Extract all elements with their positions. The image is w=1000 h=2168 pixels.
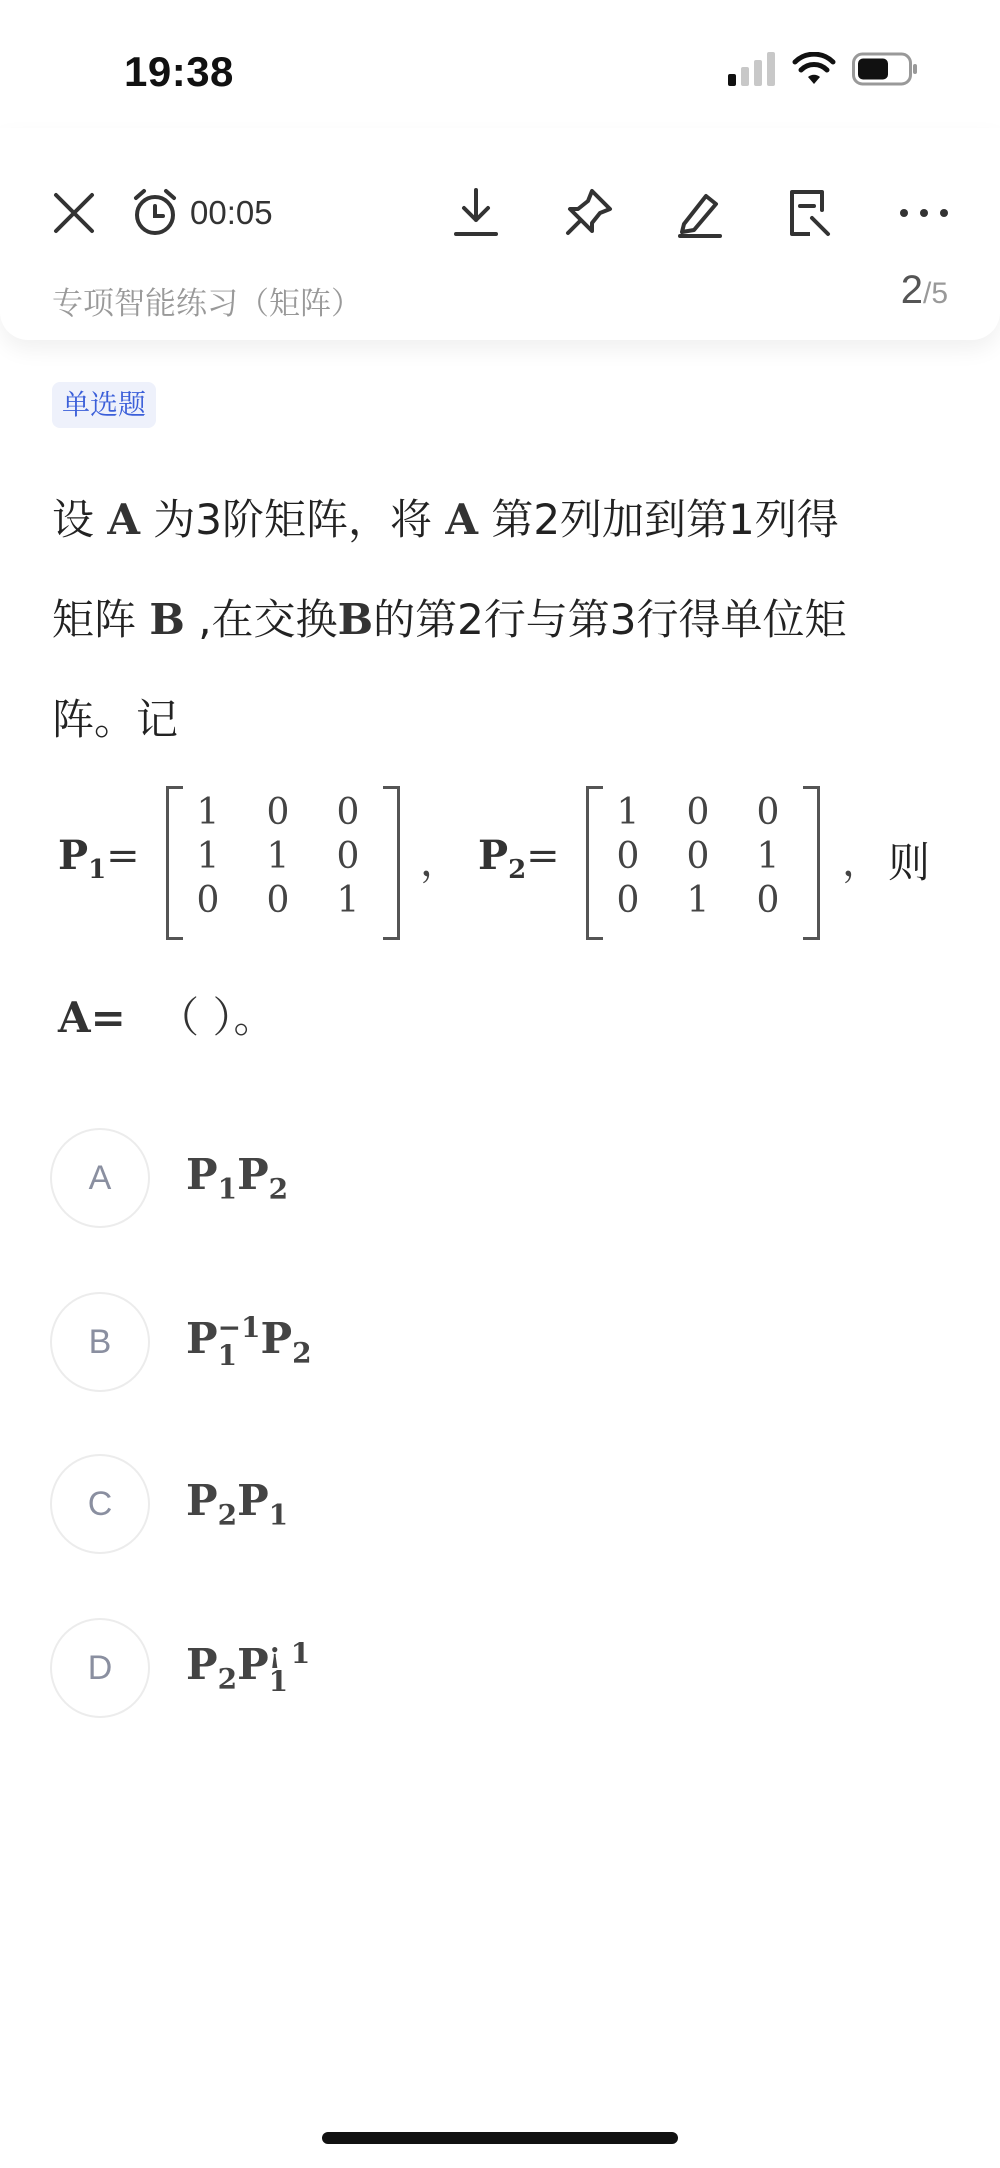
edit-button[interactable] bbox=[676, 186, 724, 240]
download-icon bbox=[452, 188, 500, 238]
notes-button[interactable] bbox=[786, 186, 832, 240]
timer[interactable] bbox=[130, 186, 273, 240]
matrix-p1: 1 0 0 1 1 0 0 0 1 bbox=[166, 786, 400, 936]
close-icon bbox=[52, 191, 96, 235]
separator-comma: ， bbox=[842, 839, 882, 885]
progress-total: 5 bbox=[931, 277, 948, 310]
symbol-b: B bbox=[149, 595, 185, 644]
symbol-b: B bbox=[337, 595, 374, 644]
option-c[interactable] bbox=[50, 1452, 950, 1556]
answer-line bbox=[58, 985, 276, 1045]
question-type-badge: 单选题 bbox=[52, 382, 156, 428]
alarm-clock-icon bbox=[130, 188, 180, 238]
status-time: 19:38 bbox=[124, 48, 234, 95]
option-letter: B bbox=[50, 1292, 150, 1392]
question-line-3: 阵。记 bbox=[52, 695, 179, 744]
option-letter: D bbox=[50, 1618, 150, 1718]
more-button[interactable] bbox=[898, 186, 950, 240]
question-text bbox=[52, 470, 952, 770]
separator-comma: ， bbox=[420, 839, 460, 885]
option-text: $P_1P_2$ bbox=[186, 1150, 289, 1206]
option-b[interactable] bbox=[50, 1290, 950, 1394]
question-progress bbox=[901, 268, 948, 313]
then-text: 则 bbox=[888, 838, 931, 887]
more-icon bbox=[898, 206, 950, 220]
question-line-2: 矩阵 B ,在交换B的第2行与第3行得单位矩 bbox=[52, 595, 847, 644]
pin-icon bbox=[562, 187, 614, 239]
option-letter: A bbox=[50, 1128, 150, 1228]
close-button[interactable] bbox=[52, 186, 96, 240]
pin-button[interactable] bbox=[562, 186, 614, 240]
pencil-icon bbox=[676, 188, 724, 238]
question-line-1: 设 A 为3阶矩阵，将 A 第2列加到第1列得 bbox=[52, 495, 839, 544]
symbol-a: A bbox=[107, 495, 140, 544]
option-text: $P_2P$ ¡ 1 1 bbox=[186, 1637, 311, 1698]
home-indicator[interactable] bbox=[322, 2132, 678, 2144]
header-panel bbox=[0, 128, 1000, 340]
bracket-right bbox=[803, 786, 820, 940]
option-d[interactable] bbox=[50, 1616, 950, 1720]
cellular-signal-icon bbox=[728, 52, 776, 86]
battery-icon bbox=[852, 52, 918, 86]
p2-label: $P_2=$ bbox=[478, 832, 560, 885]
answer-prefix: A= bbox=[58, 993, 126, 1042]
option-a[interactable] bbox=[50, 1126, 950, 1230]
bracket-right bbox=[383, 786, 400, 940]
symbol-a: A bbox=[445, 495, 478, 544]
option-text: $P_2P_1$ bbox=[186, 1476, 289, 1532]
wifi-icon bbox=[792, 52, 836, 86]
matrix-definitions bbox=[52, 780, 972, 940]
p1-label: $P_1=$ bbox=[58, 832, 140, 885]
notes-icon bbox=[786, 188, 832, 238]
option-letter: C bbox=[50, 1454, 150, 1554]
practice-title: 专项智能练习（矩阵） bbox=[52, 286, 362, 322]
answer-blank: （ ）。 bbox=[157, 993, 276, 1042]
option-text: P −1 1 $P_2$ bbox=[186, 1311, 312, 1372]
status-icons bbox=[728, 52, 918, 86]
progress-separator: / bbox=[922, 277, 932, 310]
matrix-p2: 1 0 0 0 0 1 0 1 0 bbox=[586, 786, 820, 936]
toolbar bbox=[0, 156, 1000, 266]
timer-text: 00:05 bbox=[190, 194, 273, 231]
progress-current: 2 bbox=[900, 268, 923, 312]
download-button[interactable] bbox=[452, 186, 500, 240]
